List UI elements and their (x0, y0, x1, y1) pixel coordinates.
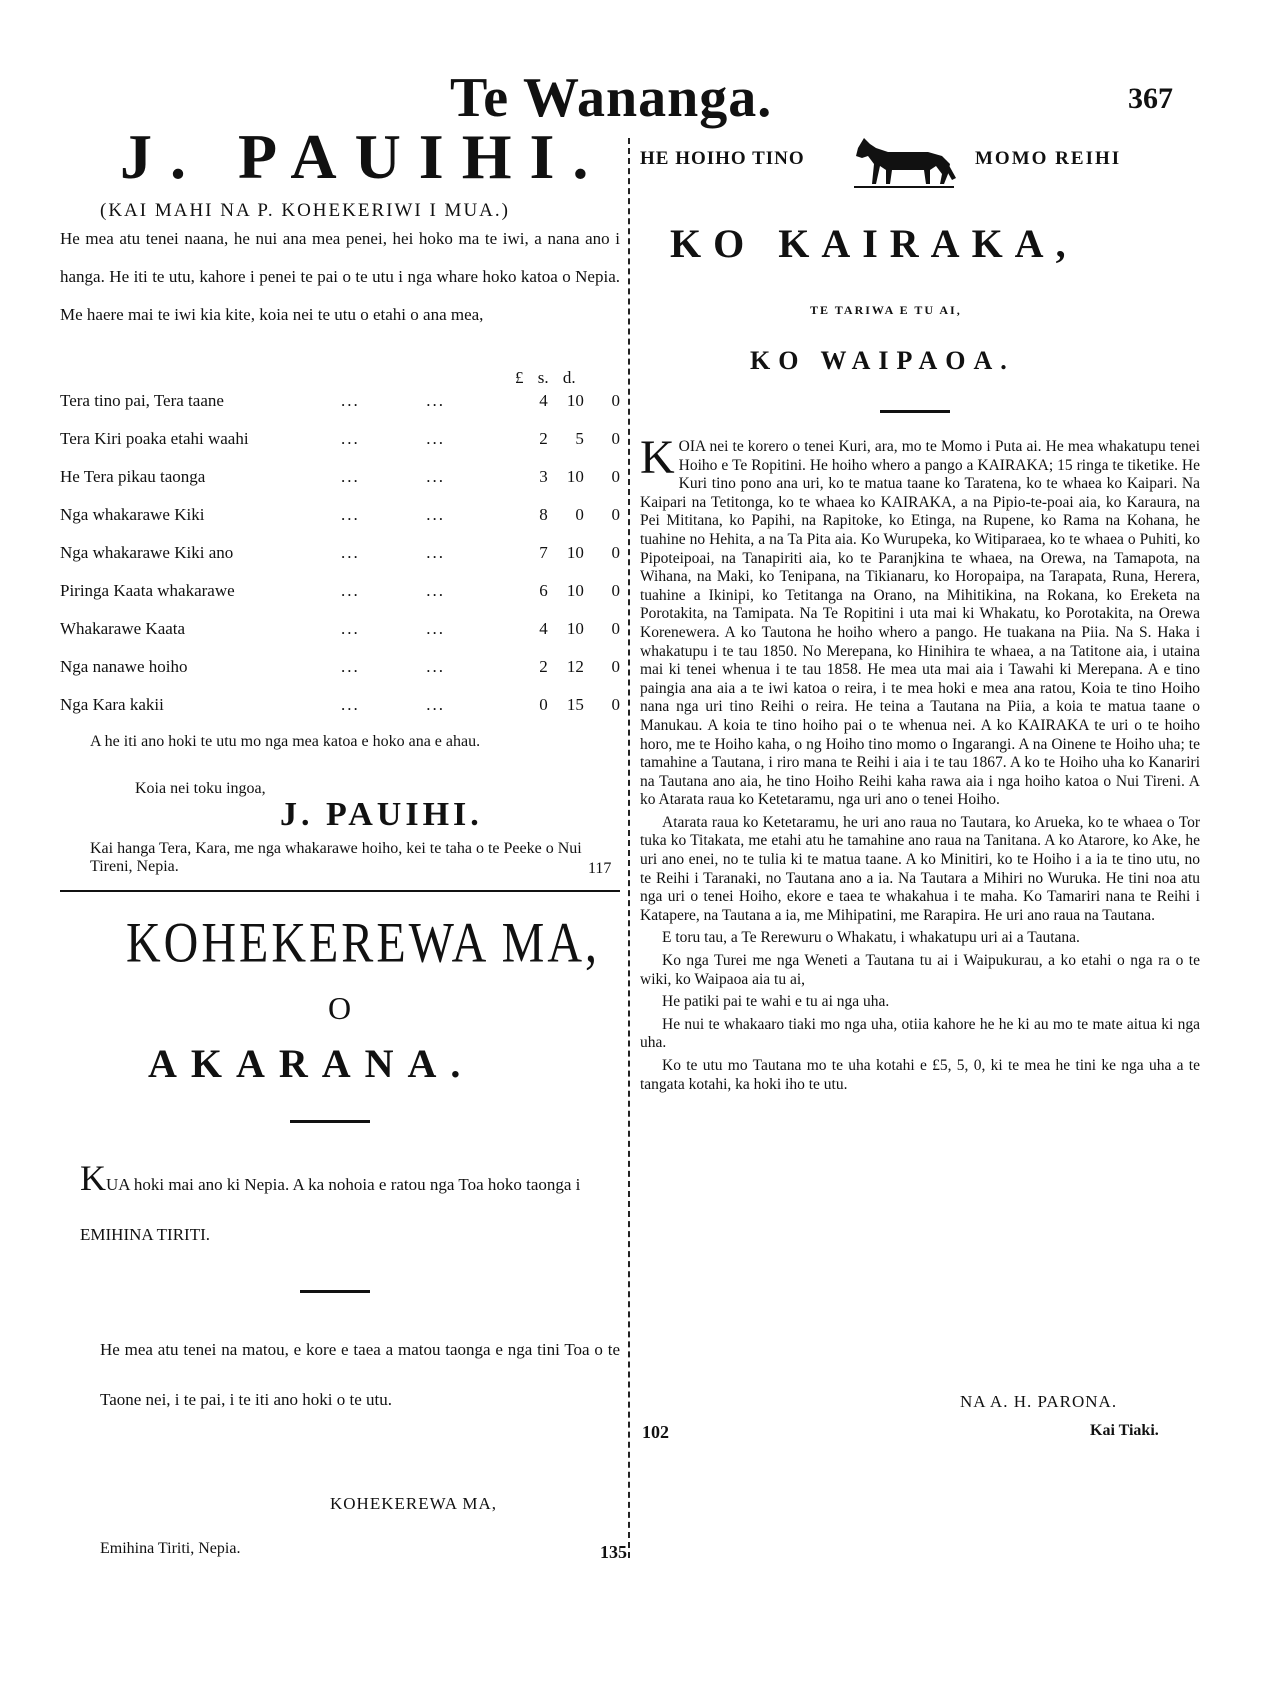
price-pounds: 4 (539, 619, 548, 638)
price-dots: ... (426, 657, 446, 676)
kairaka-subheading: TE TARIWA E TU AI, (810, 303, 962, 317)
pauihi-note: Kai hanga Tera, Kara, me nga whakarawe hoiho, kei te taha o te Peeke o Nui Tireni, Nepia. (90, 840, 582, 875)
kohekerewa-ref: 135 (600, 1542, 627, 1562)
price-row (60, 420, 620, 458)
price-pounds: 3 (539, 467, 548, 486)
kohekerewa-o: O (328, 990, 352, 1026)
price-row (60, 496, 620, 534)
price-pence: 0 (611, 467, 620, 486)
price-shillings: 10 (566, 543, 584, 562)
pounds-header: £ (515, 368, 524, 387)
price-pence: 0 (611, 505, 620, 524)
newspaper-title: Te Wananga. (450, 67, 773, 129)
kairaka-role: Kai Tiaki. (1090, 1422, 1159, 1439)
pence-header: d. (562, 368, 576, 387)
price-row (60, 572, 620, 610)
price-pounds: 6 (539, 581, 548, 600)
price-row (60, 648, 620, 686)
drop-cap: K (640, 431, 675, 484)
drop-cap: K (80, 1158, 106, 1198)
price-dots: ... (426, 429, 446, 448)
price-dots: ... (341, 695, 360, 714)
price-row (60, 686, 620, 724)
kairaka-para4: Ko nga Turei me nga Weneti a Tautana tu ai i Waipukurau, a ko etahi o nga ra o te wiki, ko Waipaoa aia tu ai, (640, 952, 1200, 988)
short-rule (300, 1290, 370, 1293)
price-dots: ... (426, 695, 446, 714)
kairaka-para1-text: OIA nei te korero o tenei Kuri, ara, mo te Momo i Puta ai. He mea whakatupu tenei Hoiho e Te Ropitini. He hoiho whero a pango a KAIRAKA; 15 ringa te tiketike. He Kuri tino pono ana uri, ko te matua taane ko Taratena, ko te whaea ko Kaipari. Na Kaipari na Tetitonga, ko te whaea ko KAIRAKA, a na Pipio-te-poai aia, ko Karaura, na Pei Mititana, ko Papihi, na Rapitoke, ko Etinga, na Rupene, ko Rama na Kohana, he tuahine no Hehita, a na Ta Pita aia. Ko Wurupeka, ko Witiparaea, ko te whaea o Puhiti, ko Pipoteipoai, na Tanapiriti aia, ko te Paranjkina te whaea, na Orewa, na Tamapota, na Wihana, na Maki, ko Tenipana, na Tikianaru, ko Horopaipa, na Tarapata, Runa, Herera, tuahine a Ikinipi, ko Tetitanga na Orano, na Mihitikina, na Rokana, ko Ereketa na Porotakita, na Tamipata. Na Te Ropitini i uta mai ki Whakatu, ko Porotakita, na Orewa Korenewera. A ko Tautona he hoiho whero a pango. He tuakana na Piia. Na S. Haka i whakatupu i te tau 1850. No Merepana, ko Hinihira te whaea, a na Tatitone aia, i utaina mai ki tenei whenua i te tau 1858. He mea uta mai aia i Tawahi ki Merepana. A e tino paingia ana aia a te iwi katoa o reira, i te mea hoki e mea ana ratou, Koia te tino Hoiho nana nga uri tino Reihi o reira. He teina a Tautana na Piia, a koia te matua taane o Manukau. A koia te tino hoiho pai o te whenua nei. A ko KAIRAKA te uri o te hoiho horo, me te Hoiho kaha, o ng Hoiho tino momo o Ingarangi. A na Oinene te Hoiho uha; te tamahine a Tautana, i riro mana te Reihi i aia i te tau 1867. A ko te Hoiho uha ko Kanariri na Tautana ano aia, he tino Hoiho Reihi kaha rawa aia i nga hoiho katoa o Nui Tireni. A ko Atarata raua ko Ketetaramu, nga uri ano o tenei Hoiho. (640, 438, 1200, 809)
kairaka-ref: 102 (642, 1422, 669, 1442)
pauihi-closing: A he iti ano hoki te utu mo nga mea katoa e hoko ana e ahau. (90, 733, 481, 750)
page-number: 367 (1128, 82, 1173, 115)
pauihi-heading: J. PAUIHI. (120, 121, 607, 192)
price-dots: ... (426, 505, 446, 524)
kohekerewa-address: Emihina Tiriti, Nepia. (100, 1540, 241, 1557)
price-item-name: Nga whakarawe Kiki (60, 505, 205, 524)
column-divider (628, 138, 630, 1558)
price-pounds: 2 (539, 657, 548, 676)
horse-banner (640, 140, 1200, 190)
pauihi-intro-text: He mea atu tenei naana, he nui ana mea penei, hei hoko ma te iwi, a nana ano i hanga. He iti te utu, kahore i penei te pai o te utu i nga whare hoko katoa o Nepia. Me haere mai te iwi kia kite, koia nei te utu o etahi o ana mea, (60, 229, 620, 324)
price-shillings: 10 (566, 619, 584, 638)
price-shillings: 12 (566, 657, 584, 676)
price-shillings: 5 (575, 429, 584, 448)
kairaka-para1 (640, 431, 1200, 810)
kohekerewa-para1-text: UA hoki mai ano ki Nepia. A ka nohoia e ratou nga Toa hoko taonga i EMIHINA TIRITI. (80, 1175, 581, 1244)
price-dots: ... (341, 429, 360, 448)
kairaka-para6: He nui te whakaaro tiaki mo nga uha, otiia kahore he he ki au mo te mate aitua ki nga uha. (640, 1015, 1200, 1052)
price-item-name: Whakarawe Kaata (60, 619, 186, 638)
kohekerewa-heading: KOHEKEREWA MA, (126, 911, 600, 975)
kairaka-para2: Atarata raua ko Ketetaramu, he uri ano raua no Tautara, ko Arueka, ko te whaea o Tor tuka ko Titakata, me etahi atu he tamahine ano raua na Tanitana. A ko Atarore, ko Ake, he uri ano enei, no te tulia ki te matua taane. A ko Minitiri, ko te Hoiho i a ia te tino utu, no te Reihi i Taranaki, no Tautana ano a ia. Na Tautara a Mihiri no Wuruka. He tini noa atu nga uri o tenei Hoiho, ekore e taea te whakahua i te maha. Ko Tamariri nana te Reihi i Katapere, na Tautana a ia, me Mihipatini, me Rarapira. He uri ano raua na Tautana. (640, 813, 1200, 924)
price-pounds: 7 (539, 543, 548, 562)
kohekerewa-place: AKARANA. (148, 1041, 475, 1086)
price-pence: 0 (611, 543, 620, 562)
kairaka-place: KO WAIPAOA. (750, 346, 1015, 375)
price-pence: 0 (611, 657, 620, 676)
price-dots: ... (341, 581, 360, 600)
kohekerewa-signature: KOHEKEREWA MA, (330, 1494, 497, 1513)
price-pence: 0 (611, 391, 620, 410)
price-row (60, 610, 620, 648)
price-pence: 0 (611, 429, 620, 448)
short-rule (880, 410, 950, 413)
price-item-name: Nga nanawe hoiho (60, 657, 188, 676)
kairaka-para3: E toru tau, a Te Rerewuru o Whakatu, i whakatupu uri ai a Tautana. (662, 929, 1080, 947)
price-item-name: Nga Kara kakii (60, 695, 164, 714)
banner-right: MOMO REIHI (975, 148, 1122, 169)
price-item-name: Tera tino pai, Tera taane (60, 391, 224, 410)
price-row (60, 534, 620, 572)
price-item-name: Nga whakarawe Kiki ano (60, 543, 234, 562)
price-item-name: He Tera pikau taonga (60, 467, 206, 486)
price-row (60, 382, 620, 420)
price-dots: ... (341, 657, 360, 676)
price-shillings: 15 (566, 695, 584, 714)
price-dots: ... (341, 543, 360, 562)
pauihi-signoff: Koia nei toku ingoa, (135, 780, 266, 797)
price-pounds: 8 (539, 505, 548, 524)
price-dots: ... (426, 391, 446, 410)
price-pence: 0 (611, 619, 620, 638)
kairaka-heading: KO KAIRAKA, (670, 221, 1078, 266)
kairaka-para5: He patiki pai te wahi e tu ai nga uha. (662, 993, 890, 1011)
horse-icon (850, 134, 960, 190)
price-dots: ... (341, 391, 360, 410)
pauihi-signature: J. PAUIHI. (280, 796, 483, 833)
kairaka-body (640, 431, 1200, 1098)
price-pence: 0 (611, 581, 620, 600)
price-item-name: Tera Kiri poaka etahi waahi (60, 429, 249, 448)
kohekerewa-para2: He mea atu tenei na matou, e kore e taea a matou taonga e nga tini Toa o te Taone nei, i te pai, i te iti ano hoki o te utu. (100, 1340, 620, 1409)
price-dots: ... (341, 619, 360, 638)
pauihi-intro (60, 220, 620, 334)
price-dots: ... (426, 467, 446, 486)
price-shillings: 10 (566, 391, 584, 410)
short-rule (290, 1120, 370, 1123)
price-pence: 0 (611, 695, 620, 714)
price-shillings: 10 (566, 581, 584, 600)
pauihi-ref: 117 (588, 860, 612, 877)
price-shillings: 0 (575, 505, 584, 524)
price-pounds: 2 (539, 429, 548, 448)
price-pounds: 4 (539, 391, 548, 410)
price-pounds: 0 (539, 695, 548, 714)
kohekerewa-para1 (80, 1160, 620, 1260)
pauihi-subheading: (KAI MAHI NA P. KOHEKERIWI I MUA.) (100, 200, 510, 221)
section-divider (60, 890, 620, 892)
price-row (60, 458, 620, 496)
price-dots: ... (426, 581, 446, 600)
kairaka-signature: NA A. H. PARONA. (960, 1392, 1118, 1411)
price-dots: ... (341, 467, 360, 486)
price-item-name: Piringa Kaata whakarawe (60, 581, 235, 600)
price-dots: ... (426, 619, 446, 638)
banner-left: HE HOIHO TINO (640, 148, 805, 169)
kairaka-para7: Ko te utu mo Tautana mo te uha kotahi e £5, 5, 0, ki te mea he tini ke nga uha a te tangata kotahi, ka hoki iho te utu. (640, 1057, 1200, 1093)
price-shillings: 10 (566, 467, 584, 486)
shillings-header: s. (537, 368, 549, 387)
price-dots: ... (426, 543, 446, 562)
price-list (60, 382, 620, 724)
price-dots: ... (341, 505, 360, 524)
